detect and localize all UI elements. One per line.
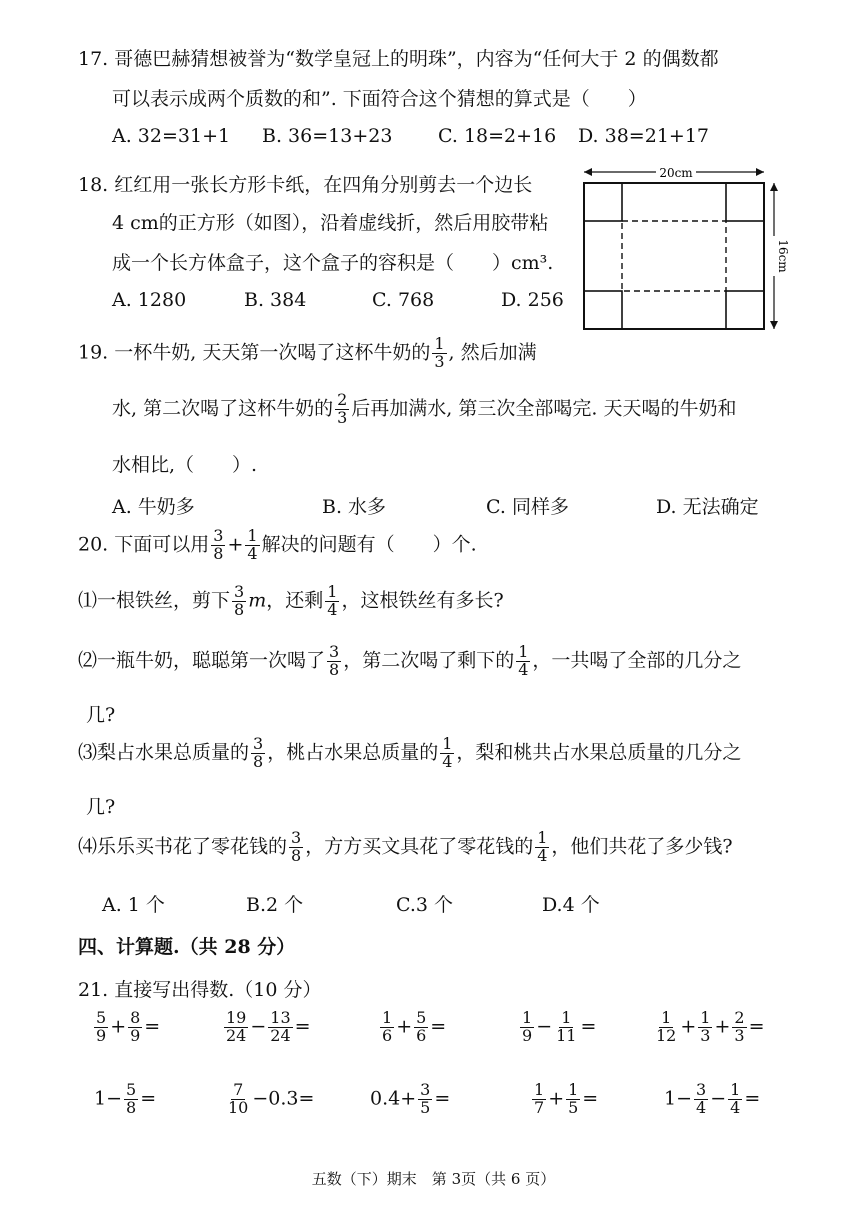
q20-item-4 xyxy=(78,830,733,865)
q17-option-c: C. 18=2+16 xyxy=(438,125,557,147)
item-text: ⑴一根铁丝，剪下 xyxy=(78,589,231,612)
q19-option-a: A. 牛奶多 xyxy=(112,496,195,518)
calc-item: $\frac{5}{9}$ + $\frac{8}{9}$ = xyxy=(96,1008,161,1045)
q19-line2 xyxy=(112,392,736,427)
fraction-one-quarter: $\frac{1}{4}$ xyxy=(537,828,548,865)
fraction-one-quarter: $\frac{1}{4}$ xyxy=(518,642,529,679)
fold-lines xyxy=(622,221,726,291)
item-text: ⑷乐乐买书花了零花钱的 xyxy=(78,835,288,858)
section-heading: 四、计算题.（共 28 分） xyxy=(78,936,296,958)
item-text: ⑵一瓶牛奶，聪聪第一次喝了 xyxy=(78,649,326,672)
q19-option-b: B. 水多 xyxy=(322,496,387,518)
calc-item: 0.4+ $\frac{3}{5}$ = xyxy=(370,1080,451,1117)
q20-option-b: B.2 个 xyxy=(246,894,304,916)
q20-stem xyxy=(78,528,477,563)
page-footer: 五数（下）期末 第 3页（共 6 页） xyxy=(311,1170,556,1188)
item-text: ，第二次喝了剩下的 xyxy=(343,649,515,672)
box-net-figure xyxy=(578,162,794,340)
q19-line1 xyxy=(78,336,537,371)
fraction-three-eighths: $\frac{3}{8}$ xyxy=(329,642,340,679)
q20-option-c: C.3 个 xyxy=(396,894,454,916)
calc-item: $\frac{7}{10}$ −0.3= xyxy=(228,1080,315,1117)
unit-m: m xyxy=(248,589,267,612)
item-text: ，他们共花了多少钱? xyxy=(551,835,733,858)
item-text: ，方方买文具花了零花钱的 xyxy=(305,835,534,858)
q20-text: 解决的问题有（ ）个. xyxy=(261,533,477,556)
q19-line3: 水相比,（ ）. xyxy=(112,454,258,476)
q17-line2: 可以表示成两个质数的和”. 下面符合这个猜想的算式是（ ） xyxy=(112,88,647,110)
q18-option-c: C. 768 xyxy=(372,289,435,311)
q18-option-d: D. 256 xyxy=(501,289,564,311)
plus-sign: + xyxy=(227,533,244,556)
q20-item-3 xyxy=(78,736,741,771)
fraction-one-quarter: $\frac{1}{4}$ xyxy=(442,734,453,771)
calc-item: $\frac{1}{9}$ − $\frac{1}{11}$ = xyxy=(522,1008,597,1045)
q19-option-c: C. 同样多 xyxy=(486,496,569,518)
width-label: 20cm xyxy=(659,166,693,180)
q20-option-d: D.4 个 xyxy=(542,894,600,916)
corner-square xyxy=(584,183,622,221)
item-text: ，还剩 xyxy=(266,589,324,612)
item-text: ，桃占水果总质量的 xyxy=(267,741,439,764)
q20-item-1 xyxy=(78,584,504,619)
q21-stem: 21. 直接写出得数.（10 分） xyxy=(78,979,322,1001)
corner-square xyxy=(726,291,764,329)
q20-item-3-cont: 几? xyxy=(86,796,116,818)
item-text: ，梨和桃共占水果总质量的几分之 xyxy=(456,741,742,764)
q20-item-2-cont: 几? xyxy=(86,704,116,726)
q19-text: , 然后加满 xyxy=(448,341,537,364)
q19-option-d: D. 无法确定 xyxy=(656,496,759,518)
height-label: 16cm xyxy=(776,239,790,273)
fraction-three-eighths: $\frac{3}{8}$ xyxy=(213,526,224,563)
corner-square xyxy=(726,183,764,221)
q17-option-b: B. 36=13+23 xyxy=(262,125,393,147)
q18-option-b: B. 384 xyxy=(244,289,307,311)
q18-line2: 4 cm的正方形（如图），沿着虚线折，然后用胶带粘 xyxy=(112,212,549,234)
q19-text: 后再加满水, 第三次全部喝完. 天天喝的牛奶和 xyxy=(351,397,737,420)
q20-text: 20. 下面可以用 xyxy=(78,533,210,556)
fraction-one-third: $\frac{1}{3}$ xyxy=(434,334,445,371)
fraction-three-eighths: $\frac{3}{8}$ xyxy=(253,734,264,771)
q17-line1: 17. 哥德巴赫猜想被誉为“数学皇冠上的明珠”，内容为“任何大于 2 的偶数都 xyxy=(78,48,719,70)
calc-item: 1− $\frac{3}{4}$ − $\frac{1}{4}$ = xyxy=(664,1080,761,1117)
q20-option-a: A. 1 个 xyxy=(102,894,165,916)
fraction-three-eighths: $\frac{3}{8}$ xyxy=(234,582,245,619)
q20-item-2 xyxy=(78,644,741,679)
q17-option-d: D. 38=21+17 xyxy=(578,125,710,147)
item-text: ，这根铁丝有多长? xyxy=(341,589,504,612)
fraction-two-thirds: $\frac{2}{3}$ xyxy=(337,390,348,427)
q17-option-a: A. 32=31+1 xyxy=(112,125,231,147)
calc-item: $\frac{1}{7}$ + $\frac{1}{5}$ = xyxy=(534,1080,599,1117)
item-text: ⑶梨占水果总质量的 xyxy=(78,741,250,764)
q18-line3: 成一个长方体盒子，这个盒子的容积是（ ）cm³. xyxy=(112,252,554,274)
calc-item: $\frac{1}{12}$ + $\frac{1}{3}$ + $\frac{2}{3}$ = xyxy=(656,1008,765,1045)
calc-item: 1− $\frac{5}{8}$ = xyxy=(94,1080,157,1117)
fraction-one-quarter: $\frac{1}{4}$ xyxy=(327,582,338,619)
calc-item: $\frac{1}{6}$ + $\frac{5}{6}$ = xyxy=(382,1008,447,1045)
q19-text: 水, 第二次喝了这杯牛奶的 xyxy=(112,397,334,420)
q19-text: 19. 一杯牛奶, 天天第一次喝了这杯牛奶的 xyxy=(78,341,431,364)
q18-line1: 18. 红红用一张长方形卡纸，在四角分别剪去一个边长 xyxy=(78,174,533,196)
fraction-three-eighths: $\frac{3}{8}$ xyxy=(291,828,302,865)
fraction-one-quarter: $\frac{1}{4}$ xyxy=(247,526,258,563)
item-text: ，一共喝了全部的几分之 xyxy=(532,649,742,672)
q18-option-a: A. 1280 xyxy=(112,289,187,311)
calc-item: $\frac{19}{24}$ − $\frac{13}{24}$ = xyxy=(226,1008,311,1045)
corner-square xyxy=(584,291,622,329)
